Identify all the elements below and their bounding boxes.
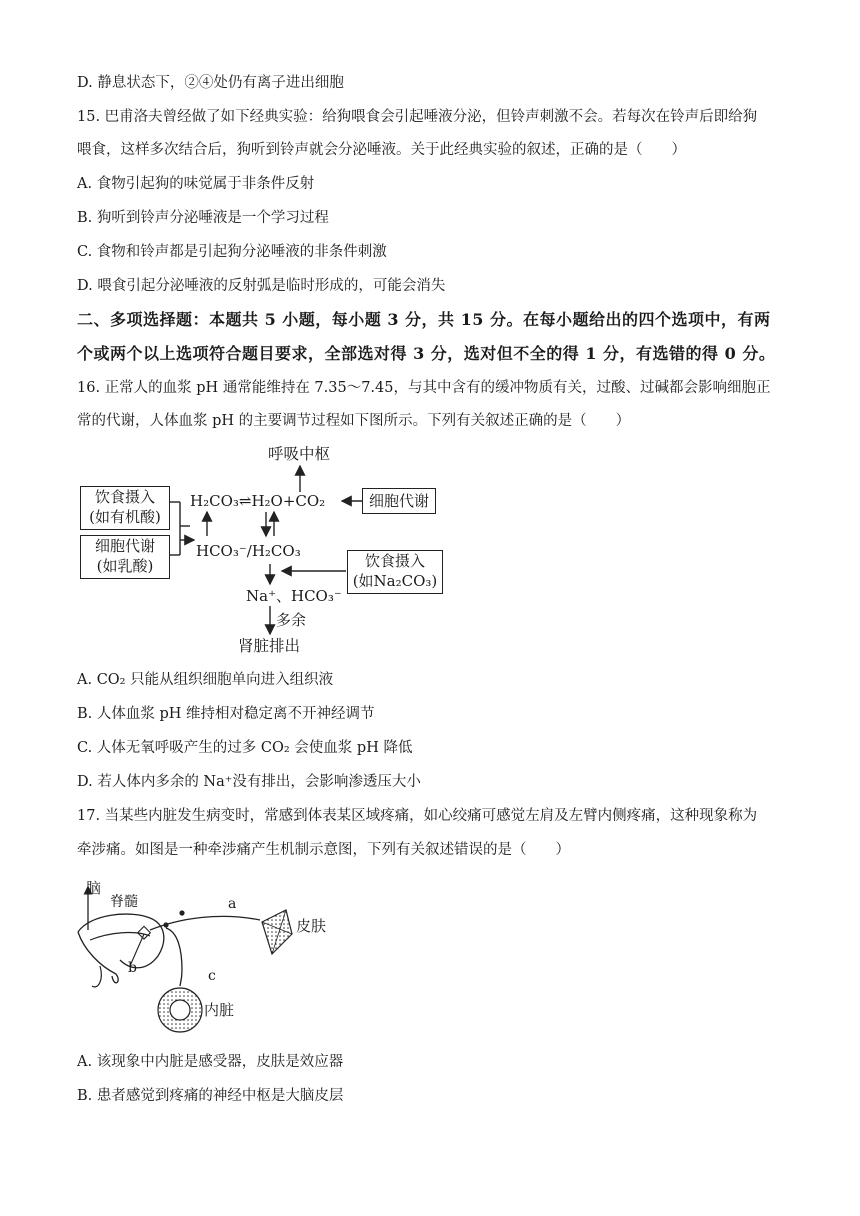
excess-label: 多余 — [276, 611, 307, 629]
option-b-q17: B. 患者感觉到疼痛的神经中枢是大脑皮层 — [77, 1088, 344, 1104]
cell-metabolism-lactic-box — [80, 535, 170, 579]
option-d-q16: D. 若人体内多余的 Na⁺没有排出，会影响渗透压大小 — [77, 774, 421, 790]
section-heading-cont: 个或两个以上选项符合题目要求，全部选对得 3 分，选对但不全的得 1 分，有选错的得 0 分。 — [77, 344, 776, 363]
option-a-q16: A. CO₂ 只能从组织细胞单向进入组织液 — [77, 672, 334, 688]
option-b-q16: B. 人体血浆 pH 维持相对稳定离不开神经调节 — [77, 706, 375, 722]
option-d-q15: D. 喂食引起分泌唾液的反射弧是临时形成的，可能会消失 — [77, 278, 446, 294]
option-b-q15: B. 狗听到铃声分泌唾液是一个学习过程 — [77, 210, 329, 226]
question-16-text-cont: 常的代谢，人体血浆 pH 的主要调节过程如下图所示。下列有关叙述正确的是（ ） — [77, 413, 631, 429]
diet-intake-acid-box — [80, 486, 170, 530]
internal-organ-label: 内脏 — [204, 1001, 235, 1019]
lactic-acid-label: (如乳酸) — [96, 557, 154, 575]
organic-acid-label: (如有机酸) — [89, 508, 161, 526]
cell-metabolism-box: 细胞代谢 — [362, 488, 436, 514]
option-c-q15: C. 食物和铃声都是引起狗分泌唾液的非条件刺激 — [77, 244, 387, 260]
question-15-text: 15. 巴甫洛夫曾经做了如下经典实验：给狗喂食会引起唾液分泌，但铃声刺激不会。若每次在铃声后即给狗 — [77, 109, 758, 125]
section-heading: 二、多项选择题：本题共 5 小题，每小题 3 分，共 15 分。在每小题给出的四个选项中，有两 — [77, 310, 771, 329]
referred-pain-diagram — [70, 870, 370, 1040]
sodium-bicarbonate-label: Na⁺、HCO₃⁻ — [246, 587, 342, 605]
ph-regulation-diagram — [70, 440, 470, 660]
option-d-q14: D. 静息状态下，②④处仍有离子进出细胞 — [77, 75, 344, 91]
option-a-q17: A. 该现象中内脏是感受器，皮肤是效应器 — [77, 1054, 344, 1070]
question-17-text-cont: 牵涉痛。如图是一种牵涉痛产生机制示意图，下列有关叙述错误的是（ ） — [77, 842, 570, 858]
option-a-q15: A. 食物引起狗的味觉属于非条件反射 — [77, 176, 315, 192]
diet-intake-label: 饮食摄入 — [94, 488, 155, 506]
option-c-q16: C. 人体无氧呼吸产生的过多 CO₂ 会使血浆 pH 降低 — [77, 740, 413, 756]
spinal-cord-label: 脊髓 — [110, 894, 138, 910]
kidney-excretion-label: 肾脏排出 — [238, 637, 301, 655]
cell-metabolism-label: 细胞代谢 — [94, 537, 155, 555]
buffer-pair-label: HCO₃⁻/H₂CO₃ — [196, 542, 301, 560]
nerve-c-label: c — [208, 968, 216, 984]
nerve-b-label: b — [128, 960, 137, 976]
diet-intake-na2co3-box — [347, 550, 443, 594]
brain-label: 脑 — [86, 879, 102, 897]
diet-intake-label-2: 饮食摄入 — [364, 552, 425, 570]
nerve-a-label: a — [228, 896, 237, 912]
question-17-text: 17. 当某些内脏发生病变时，常感到体表某区域疼痛，如心绞痛可感觉左肩及左臂内侧疼痛，这种现象称为 — [77, 808, 758, 824]
question-16-text: 16. 正常人的血浆 pH 通常能维持在 7.35～7.45，与其中含有的缓冲物质有关，过酸、过碱都会影响细胞正 — [77, 380, 771, 396]
respiration-center-label: 呼吸中枢 — [268, 445, 331, 463]
carbonic-equilibrium: H₂CO₃⇌H₂O+CO₂ — [190, 492, 326, 510]
skin-label: 皮肤 — [296, 917, 327, 935]
na2co3-label: (如Na₂CO₃) — [352, 572, 438, 590]
question-15-text-cont: 喂食，这样多次结合后，狗听到铃声就会分泌唾液。关于此经典实验的叙述，正确的是（ ） — [77, 142, 686, 158]
